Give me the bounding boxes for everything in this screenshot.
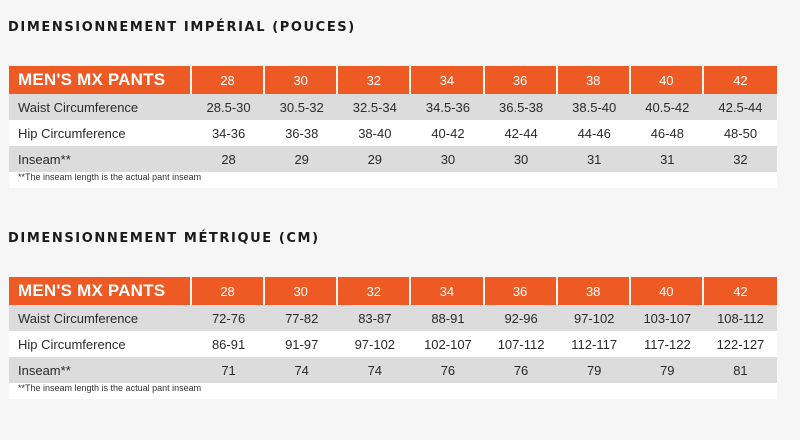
measurement-value: 40.5-42	[631, 94, 704, 120]
measurement-label: Waist Circumference	[9, 94, 192, 120]
measurement-value: 48-50	[704, 120, 777, 146]
measurement-value: 117-122	[631, 331, 704, 357]
size-header: 40	[631, 277, 704, 305]
header-row	[9, 277, 777, 305]
measurement-label: Hip Circumference	[9, 331, 192, 357]
measurement-value: 31	[558, 146, 631, 172]
metric-section-title: DIMENSIONNEMENT MÉTRIQUE (CM)	[8, 231, 320, 246]
measurement-value: 38.5-40	[558, 94, 631, 120]
measurement-value: 107-112	[485, 331, 558, 357]
measurement-label: Hip Circumference	[9, 120, 192, 146]
metric-size-table	[9, 277, 777, 399]
size-header: 28	[192, 277, 265, 305]
header-row	[9, 66, 777, 94]
size-header: 40	[631, 66, 704, 94]
footnote-row	[9, 383, 777, 399]
measurement-row	[9, 94, 777, 120]
measurement-label: Waist Circumference	[9, 305, 192, 331]
measurement-value: 71	[192, 357, 265, 383]
measurement-value: 97-102	[338, 331, 411, 357]
measurement-value: 91-97	[265, 331, 338, 357]
size-header: 34	[411, 66, 484, 94]
measurement-value: 92-96	[485, 305, 558, 331]
measurement-value: 31	[631, 146, 704, 172]
measurement-value: 83-87	[338, 305, 411, 331]
measurement-value: 34.5-36	[411, 94, 484, 120]
size-header: 42	[704, 66, 777, 94]
size-header: 28	[192, 66, 265, 94]
model-name-header: MEN'S MX PANTS	[9, 277, 192, 305]
measurement-value: 36-38	[265, 120, 338, 146]
measurement-value: 88-91	[411, 305, 484, 331]
size-header: 36	[485, 66, 558, 94]
measurement-value: 108-112	[704, 305, 777, 331]
size-header: 38	[558, 277, 631, 305]
inseam-footnote: **The inseam length is the actual pant inseam	[9, 383, 777, 399]
measurement-row	[9, 357, 777, 383]
footnote-row	[9, 172, 777, 188]
size-header: 34	[411, 277, 484, 305]
measurement-value: 40-42	[411, 120, 484, 146]
measurement-row	[9, 331, 777, 357]
measurement-value: 122-127	[704, 331, 777, 357]
measurement-value: 29	[265, 146, 338, 172]
size-header: 42	[704, 277, 777, 305]
size-header: 30	[265, 277, 338, 305]
measurement-value: 103-107	[631, 305, 704, 331]
measurement-value: 36.5-38	[485, 94, 558, 120]
measurement-value: 74	[265, 357, 338, 383]
measurement-value: 30	[411, 146, 484, 172]
measurement-label: Inseam**	[9, 146, 192, 172]
measurement-value: 76	[411, 357, 484, 383]
imperial-size-table	[9, 66, 777, 188]
measurement-value: 86-91	[192, 331, 265, 357]
measurement-value: 32	[704, 146, 777, 172]
measurement-value: 72-76	[192, 305, 265, 331]
measurement-value: 42-44	[485, 120, 558, 146]
measurement-row	[9, 146, 777, 172]
inseam-footnote: **The inseam length is the actual pant inseam	[9, 172, 777, 188]
measurement-value: 76	[485, 357, 558, 383]
measurement-value: 97-102	[558, 305, 631, 331]
measurement-value: 34-36	[192, 120, 265, 146]
measurement-label: Inseam**	[9, 357, 192, 383]
measurement-value: 28	[192, 146, 265, 172]
imperial-section-title: DIMENSIONNEMENT IMPÉRIAL (POUCES)	[8, 20, 356, 35]
measurement-value: 42.5-44	[704, 94, 777, 120]
measurement-value: 77-82	[265, 305, 338, 331]
measurement-value: 74	[338, 357, 411, 383]
measurement-row	[9, 305, 777, 331]
measurement-value: 81	[704, 357, 777, 383]
measurement-value: 112-117	[558, 331, 631, 357]
size-header: 32	[338, 277, 411, 305]
measurement-value: 30	[485, 146, 558, 172]
size-header: 30	[265, 66, 338, 94]
measurement-value: 30.5-32	[265, 94, 338, 120]
measurement-value: 79	[558, 357, 631, 383]
model-name-header: MEN'S MX PANTS	[9, 66, 192, 94]
size-header: 36	[485, 277, 558, 305]
measurement-value: 79	[631, 357, 704, 383]
measurement-row	[9, 120, 777, 146]
measurement-value: 28.5-30	[192, 94, 265, 120]
measurement-value: 46-48	[631, 120, 704, 146]
measurement-value: 44-46	[558, 120, 631, 146]
measurement-value: 38-40	[338, 120, 411, 146]
measurement-value: 102-107	[411, 331, 484, 357]
measurement-value: 29	[338, 146, 411, 172]
measurement-value: 32.5-34	[338, 94, 411, 120]
size-header: 32	[338, 66, 411, 94]
size-header: 38	[558, 66, 631, 94]
